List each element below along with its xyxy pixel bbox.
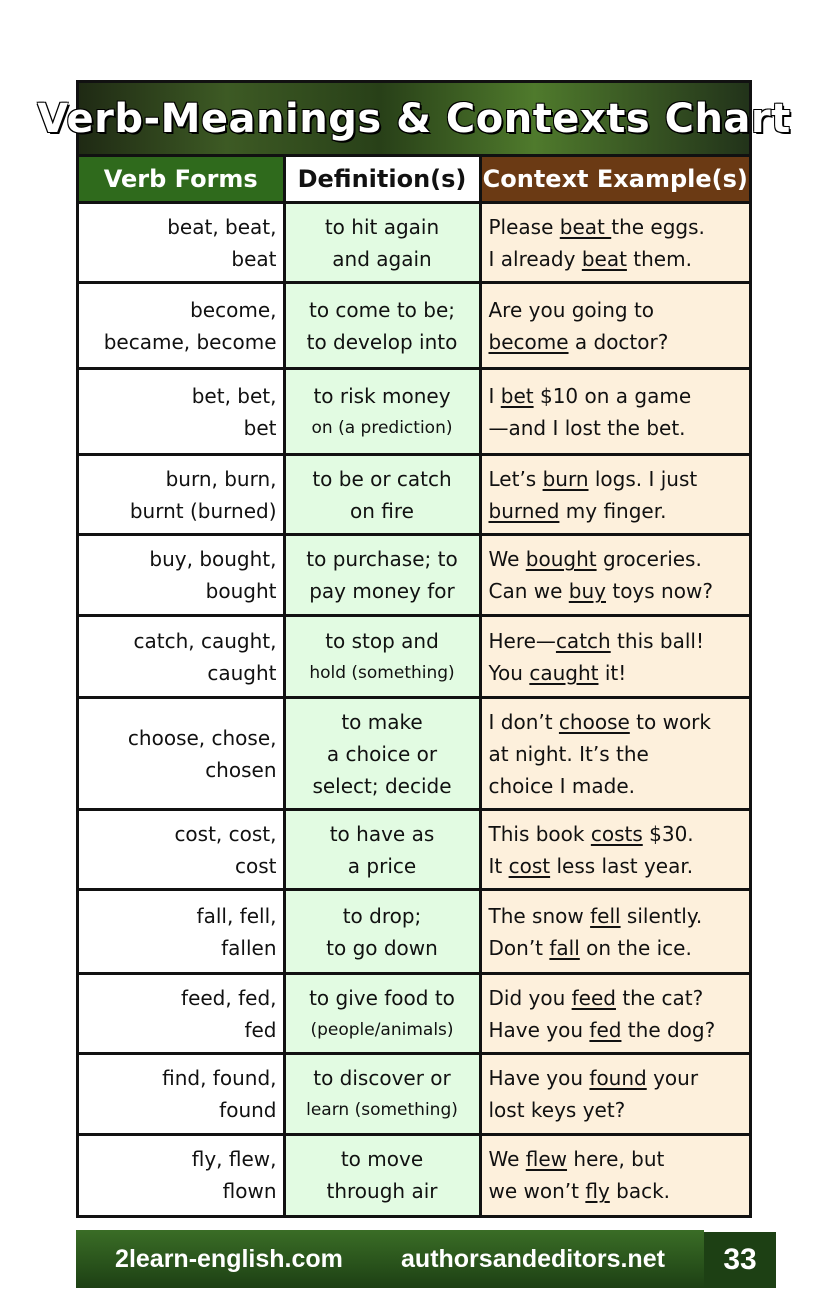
verb-forms-line: became, become <box>103 329 277 354</box>
verb-forms-line: found <box>219 1098 277 1122</box>
example-text: silently. <box>620 903 703 928</box>
definition-line: hold (something) <box>309 662 455 683</box>
definition-cell <box>284 974 480 1054</box>
definition-line: to make <box>341 709 423 734</box>
definition-line: through air <box>326 1179 438 1204</box>
example-text: Let’s <box>488 466 543 491</box>
example-text: groceries. <box>596 547 702 571</box>
example-line <box>489 625 744 657</box>
example-text: the dog? <box>621 1017 716 1042</box>
verb-forms-line: fed <box>244 1017 277 1042</box>
verb-forms-cell <box>79 283 284 369</box>
example-verb-highlight: catch <box>555 628 611 653</box>
verb-forms-cell <box>79 369 284 455</box>
definition-cell <box>284 455 480 535</box>
verb-forms-cell <box>79 890 284 974</box>
verb-forms-line: bet, bet, <box>191 383 277 408</box>
table-body <box>79 203 749 1215</box>
verb-forms-line: become, <box>190 297 277 322</box>
example-text: to work <box>629 709 711 734</box>
verb-forms-cell <box>79 810 284 890</box>
example-line <box>489 463 744 495</box>
context-example-cell <box>480 203 749 283</box>
definition-cell <box>284 369 480 455</box>
example-text: Please <box>488 214 560 239</box>
verb-forms-line: choose, chose, <box>127 725 277 750</box>
context-example-cell <box>480 810 749 890</box>
definition-line: to drop; <box>342 903 422 928</box>
example-verb-highlight: found <box>589 1066 647 1090</box>
example-verb-highlight: burned <box>488 498 560 523</box>
definition-line: to discover or <box>313 1066 451 1090</box>
example-text: Here— <box>488 628 556 653</box>
definition-cell <box>284 698 480 810</box>
example-verb-highlight: bought <box>525 547 597 571</box>
definition-cell <box>284 616 480 698</box>
example-text: —and I lost the bet. <box>488 415 686 440</box>
example-text: You <box>488 660 530 685</box>
verb-forms-line: beat <box>231 246 277 271</box>
table-row <box>79 890 749 974</box>
example-line <box>489 706 744 738</box>
example-text: Don’t <box>488 935 550 960</box>
example-line <box>489 575 744 607</box>
example-verb-highlight: flew <box>525 1147 568 1172</box>
example-text: It <box>488 853 509 878</box>
example-line <box>489 1175 744 1207</box>
definition-line: pay money for <box>309 579 455 603</box>
context-example-cell <box>480 369 749 455</box>
table-row <box>79 698 749 810</box>
definition-line: (people/animals) <box>310 1019 454 1040</box>
verb-forms-line: bought <box>205 579 277 603</box>
definition-line: to give food to <box>309 985 455 1010</box>
example-verb-highlight: fed <box>589 1017 622 1042</box>
example-line <box>489 1062 744 1094</box>
example-text: $30. <box>642 821 694 846</box>
example-verb-highlight: costs <box>590 821 643 846</box>
context-example-cell <box>480 974 749 1054</box>
verb-forms-line: feed, fed, <box>181 985 277 1010</box>
example-verb-highlight: fell <box>590 903 621 928</box>
example-line <box>489 900 744 932</box>
definition-cell <box>284 535 480 616</box>
example-verb-highlight: burn <box>542 466 589 491</box>
example-verb-highlight: buy <box>568 579 606 603</box>
verb-forms-line: caught <box>207 660 277 685</box>
table-row <box>79 810 749 890</box>
verb-forms-line: cost, cost, <box>174 821 277 846</box>
verb-forms-cell <box>79 698 284 810</box>
definition-cell <box>284 283 480 369</box>
verb-forms-line: flown <box>222 1179 277 1204</box>
definition-line: learn (something) <box>306 1100 458 1120</box>
example-line <box>489 294 744 326</box>
definition-line: to stop and <box>325 628 439 653</box>
context-example-cell <box>480 283 749 369</box>
example-line <box>489 738 744 770</box>
verb-chart <box>37 80 791 1218</box>
verb-forms-line: find, found, <box>162 1066 277 1090</box>
example-text: Have you <box>488 1017 590 1042</box>
example-text: Can we <box>488 579 569 603</box>
example-text: Did you <box>488 985 572 1010</box>
definition-line: a price <box>347 853 417 878</box>
example-text: back. <box>609 1179 671 1204</box>
example-verb-highlight: beat <box>559 214 612 239</box>
definition-cell <box>284 1135 480 1215</box>
table-row <box>79 974 749 1054</box>
verb-forms-line: burn, burn, <box>165 466 277 491</box>
context-example-cell <box>480 455 749 535</box>
table-row <box>79 616 749 698</box>
definition-line: select; decide <box>312 773 452 798</box>
example-text: logs. I just <box>588 466 698 491</box>
context-example-cell <box>480 890 749 974</box>
example-text: I don’t <box>488 709 559 734</box>
verb-forms-cell <box>79 1054 284 1135</box>
footer-site-1: 2learn-english.com <box>115 1244 343 1273</box>
example-verb-highlight: fly <box>585 1179 610 1204</box>
example-line <box>489 657 744 689</box>
example-text: the cat? <box>615 985 704 1010</box>
context-example-cell <box>480 616 749 698</box>
verb-forms-line: beat, beat, <box>167 214 277 239</box>
example-line <box>489 326 744 358</box>
example-line <box>489 1143 744 1175</box>
definition-line: to develop into <box>306 329 458 354</box>
context-example-cell <box>480 535 749 616</box>
example-text: choice I made. <box>488 773 635 798</box>
example-line <box>489 1094 744 1126</box>
example-text: here, but <box>567 1147 665 1172</box>
example-text: my finger. <box>559 498 667 523</box>
header-verb-forms: Verb Forms <box>79 157 284 203</box>
verb-forms-cell <box>79 1135 284 1215</box>
table-row <box>79 203 749 283</box>
verb-forms-line: chosen <box>205 757 277 782</box>
table-row <box>79 1135 749 1215</box>
example-text: This book <box>488 821 591 846</box>
header-definitions: Definition(s) <box>284 157 480 203</box>
verb-forms-cell <box>79 974 284 1054</box>
verb-forms-line: catch, caught, <box>133 628 277 653</box>
example-text: We <box>488 547 526 571</box>
example-line <box>489 818 744 850</box>
example-text: a doctor? <box>568 329 669 354</box>
verb-forms-line: fly, flew, <box>191 1147 277 1172</box>
example-verb-highlight: fall <box>549 935 580 960</box>
definition-line: on fire <box>350 498 414 523</box>
definition-line: to move <box>340 1147 424 1172</box>
definition-line: to hit again <box>324 214 440 239</box>
header-row <box>79 157 749 203</box>
chart-banner <box>37 83 791 157</box>
table-row <box>79 1054 749 1135</box>
example-verb-highlight: become <box>488 329 569 354</box>
verb-forms-line: burnt (burned) <box>129 498 277 523</box>
example-text: $10 on a game <box>533 383 692 408</box>
definition-line: to be or catch <box>312 466 452 491</box>
definition-line: on (a prediction) <box>311 417 453 438</box>
example-text: toys now? <box>606 579 713 603</box>
example-line <box>489 770 744 802</box>
verb-forms-line: bet <box>243 415 277 440</box>
example-text: it! <box>598 660 627 685</box>
table-row <box>79 455 749 535</box>
context-example-cell <box>480 698 749 810</box>
example-text: We <box>488 1147 526 1172</box>
verb-forms-cell <box>79 455 284 535</box>
definition-cell <box>284 203 480 283</box>
example-line <box>489 243 744 275</box>
table-row <box>79 283 749 369</box>
example-text: I <box>488 383 501 408</box>
verb-forms-cell <box>79 535 284 616</box>
example-verb-highlight: choose <box>558 709 630 734</box>
example-text: on the ice. <box>579 935 692 960</box>
example-text: this ball! <box>610 628 704 653</box>
table-row <box>79 535 749 616</box>
definition-cell <box>284 890 480 974</box>
table-row <box>79 369 749 455</box>
example-line <box>489 211 744 243</box>
verb-forms-line: cost <box>235 853 277 878</box>
definition-line: to risk money <box>313 383 451 408</box>
example-text: your <box>646 1066 699 1090</box>
definition-cell <box>284 810 480 890</box>
example-text: Are you going to <box>488 297 655 322</box>
context-example-cell <box>480 1054 749 1135</box>
example-text: them. <box>626 246 692 271</box>
footer-site-2: authorsandeditors.net <box>401 1244 665 1273</box>
example-line <box>489 380 744 412</box>
verb-forms-line: fall, fell, <box>196 903 277 928</box>
definition-line: to have as <box>329 821 435 846</box>
example-line <box>489 1014 744 1046</box>
example-text: lost keys yet? <box>488 1098 626 1122</box>
page-number: 33 <box>704 1232 776 1288</box>
example-line <box>489 982 744 1014</box>
verb-forms-cell <box>79 203 284 283</box>
example-line <box>489 850 744 882</box>
definition-line: and again <box>332 246 432 271</box>
verb-forms-line: fallen <box>221 935 277 960</box>
verb-table <box>79 157 749 1215</box>
definition-line: to come to be; <box>309 297 455 322</box>
example-text: I already <box>488 246 582 271</box>
chart-title: Verb-Meanings & Contexts Chart <box>37 95 791 142</box>
example-text: less last year. <box>550 853 694 878</box>
footer-bar <box>76 1230 704 1288</box>
example-verb-highlight: bet <box>500 383 534 408</box>
definition-line: to purchase; to <box>306 547 458 571</box>
example-line <box>489 543 744 575</box>
example-verb-highlight: beat <box>581 246 627 271</box>
example-line <box>489 932 744 964</box>
context-example-cell <box>480 1135 749 1215</box>
verb-forms-line: buy, bought, <box>149 547 277 571</box>
definition-line: a choice or <box>326 741 438 766</box>
example-line <box>489 412 744 444</box>
example-verb-highlight: cost <box>508 853 551 878</box>
example-text: the eggs. <box>611 214 705 239</box>
header-context-examples: Context Example(s) <box>480 157 749 203</box>
definition-cell <box>284 1054 480 1135</box>
example-text: we won’t <box>488 1179 586 1204</box>
definition-line: to go down <box>326 935 438 960</box>
example-verb-highlight: caught <box>529 660 599 685</box>
example-verb-highlight: feed <box>571 985 616 1010</box>
example-line <box>489 495 744 527</box>
example-text: Have you <box>488 1066 590 1090</box>
example-text: The snow <box>488 903 591 928</box>
example-text: at night. It’s the <box>488 741 649 766</box>
verb-forms-cell <box>79 616 284 698</box>
